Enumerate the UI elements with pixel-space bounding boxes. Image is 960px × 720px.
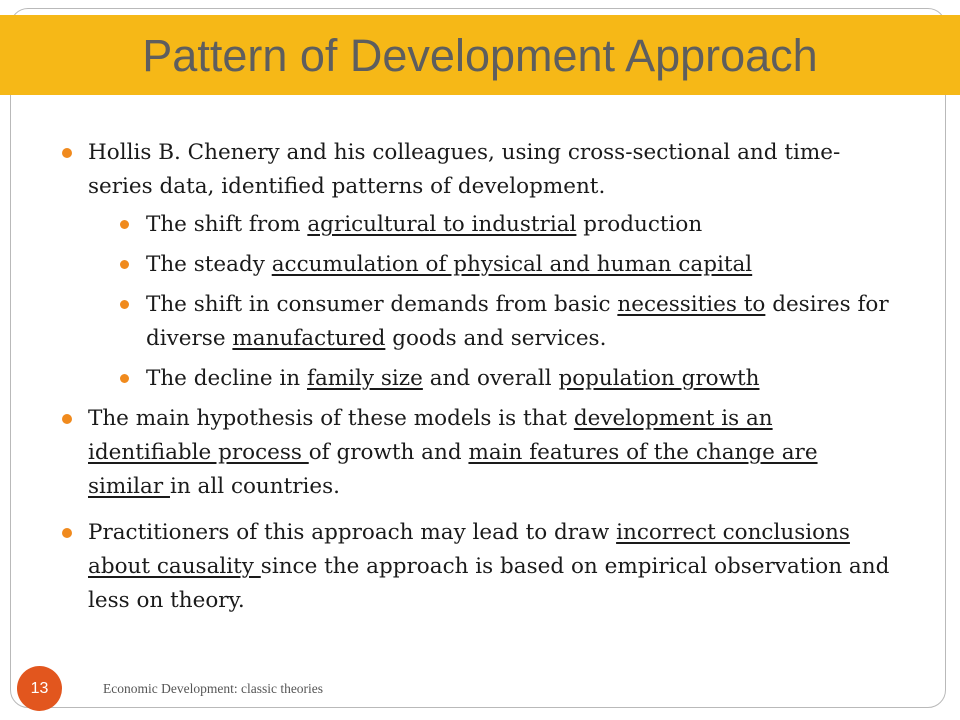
underlined-text: family size bbox=[307, 366, 423, 391]
slide-title: Pattern of Development Approach bbox=[142, 30, 818, 81]
text-segment: of growth and bbox=[308, 440, 469, 465]
underlined-text: accumulation of physical and human capital bbox=[271, 252, 753, 277]
title-bar bbox=[0, 15, 960, 95]
footer-text: Economic Development: classic theories bbox=[103, 681, 324, 696]
page-number-badge: 13 bbox=[17, 666, 62, 711]
text-segment: production bbox=[576, 212, 703, 237]
text-segment: The main hypothesis of these models is that bbox=[88, 406, 574, 431]
text-segment: The decline in bbox=[146, 366, 307, 391]
text-segment: and overall bbox=[422, 366, 559, 391]
text-segment: in all countries. bbox=[169, 474, 341, 499]
sub-bullet-item bbox=[118, 208, 890, 242]
text-segment: desires for diverse bbox=[146, 292, 889, 351]
bullet-item bbox=[60, 136, 890, 396]
underlined-text: incorrect conclusions about causality bbox=[88, 520, 850, 579]
sub-bullet-item bbox=[118, 362, 890, 396]
text-segment: The shift in consumer demands from basic bbox=[146, 292, 618, 317]
bullet-item bbox=[60, 402, 890, 504]
text-segment: Hollis B. Chenery and his colleagues, using cross-sectional and time-series data, identified patterns of development. bbox=[88, 140, 841, 199]
underlined-text: population growth bbox=[558, 366, 760, 391]
bullet-item bbox=[60, 516, 890, 618]
underlined-text: development is an identifiable process bbox=[88, 406, 773, 465]
text-segment: since the approach is based on empirical observation and less on theory. bbox=[88, 554, 890, 613]
sub-bullet-list bbox=[88, 208, 890, 396]
text-segment: The steady bbox=[146, 252, 272, 277]
text-segment: The shift from bbox=[146, 212, 308, 237]
underlined-text: agricultural to industrial bbox=[307, 212, 577, 237]
text-segment: Practitioners of this approach may lead to draw bbox=[88, 520, 617, 545]
sub-bullet-item bbox=[118, 248, 890, 282]
bullet-list bbox=[60, 136, 890, 630]
underlined-text: main features of the change are similar bbox=[88, 440, 818, 499]
text-segment: goods and services. bbox=[385, 326, 607, 351]
underlined-text: manufactured bbox=[232, 326, 386, 351]
underlined-text: necessities to bbox=[617, 292, 766, 317]
sub-bullet-item bbox=[118, 288, 890, 356]
